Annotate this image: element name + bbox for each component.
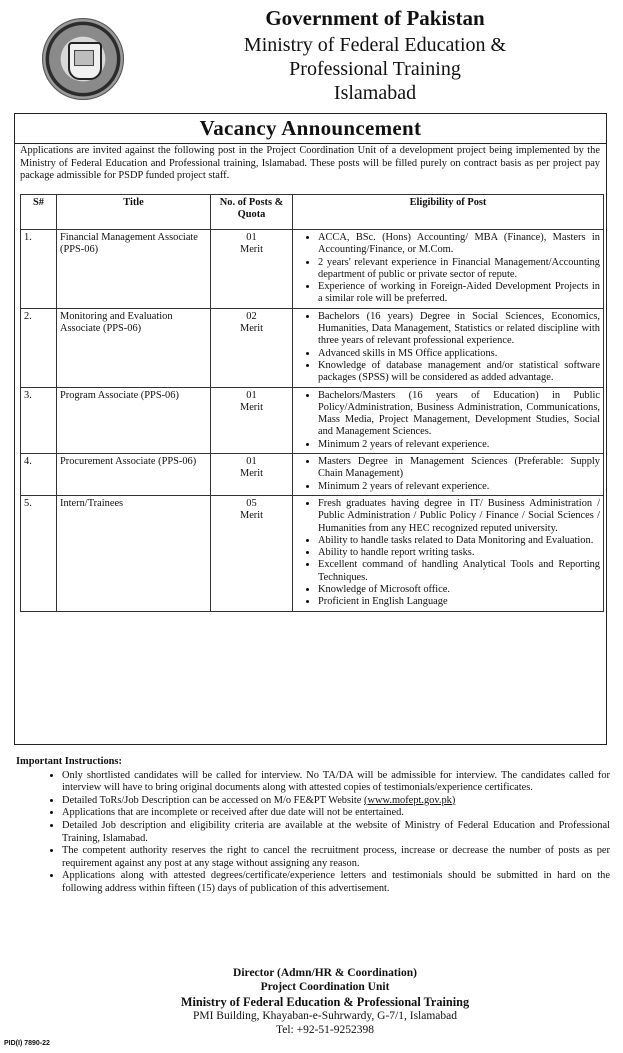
row-serial: 3. (21, 387, 57, 453)
instruction-item: • Applications that are incomplete or received after due date will not be entertained. (62, 807, 610, 820)
row-post-title: Program Associate (PPS-06) (57, 387, 211, 453)
pid-number: PID(I) 7890-22 (4, 1040, 50, 1047)
row-post-title: Intern/Trainees (57, 495, 211, 611)
intro-paragraph: Applications are invited against the following post in the Project Coordination Unit of a development project being implemented by the Ministry of Federal Education and Professional training, Islamabad. These posts will be filled purely on contract basis as per project pay package admissible for PSDP funded project staff. (20, 145, 600, 182)
row-serial: 5. (21, 495, 57, 611)
footer-unit: Project Coordination Unit (260, 981, 390, 994)
eligibility-item: • Fresh graduates having degree in IT/ Business Administration / Public Administration / Public Policy / Finance / Social Sciences / Humanities from any HEC recognized reputed university. (318, 498, 600, 535)
eligibility-list (296, 498, 600, 609)
row-eligibility (293, 308, 604, 387)
row-post-title: Monitoring and Evaluation Associate (PPS-06) (57, 308, 211, 387)
footer-director: Director (Admn/HR & Coordination) (233, 967, 417, 979)
eligibility-list (296, 232, 600, 306)
eligibility-item: • Ability to handle tasks related to Data Monitoring and Evaluation. (318, 535, 600, 547)
instruction-item: • The competent authority reserves the right to cancel the recruitment process, increase or decrease the number of posts as per requirement against any post at any stage without assigning any reason. (62, 845, 610, 870)
eligibility-item: • Masters Degree in Management Sciences (Preferable: Supply Chain Management) (318, 456, 600, 481)
table-row (21, 230, 604, 309)
posts-quota: Merit (239, 401, 264, 413)
eligibility-item: • Bachelors/Masters (16 years of Education) in Public Policy/Administration, Business Administration, Communications, Mass Media, Project Management, Development Studies, Social and Management Sciences. (318, 390, 600, 439)
eligibility-item: • Experience of working in Foreign-Aided Development Projects in a similar role will be preferred. (318, 281, 600, 306)
row-serial: 2. (21, 308, 57, 387)
header-government: Government of Pakistan (265, 6, 485, 30)
header-city: Islamabad (333, 82, 417, 104)
government-seal-icon (42, 18, 124, 100)
posts-quota: Merit (239, 244, 264, 256)
eligibility-item: • Bachelors (16 years) Degree in Social Sciences, Economics, Humanities, Data Management, Statistics or related discipline with three years of relevant professional experience. (318, 311, 600, 348)
vacancy-title: Vacancy Announcement (199, 116, 422, 140)
eligibility-item: • Excellent command of handling Analytical Tools and Reporting Techniques. (318, 559, 600, 584)
vacancy-table (20, 194, 604, 612)
eligibility-item: • 2 years' relevant experience in Financial Management/Accounting department of public or private sector of repute. (318, 257, 600, 282)
instruction-item: • Detailed Job description and eligibility criteria are available at the website of Ministry of Federal Education and Professional Training, Islamabad. (62, 820, 610, 845)
row-posts-quota (211, 495, 293, 611)
posts-count: 01 (246, 389, 257, 401)
instruction-item: • Only shortlisted candidates will be called for interview. No TA/DA will be admissible for interview. The candidates called for interview will have to bring original documents along with attested copies of testimonials/experience certificates. (62, 770, 610, 795)
eligibility-item: • ACCA, BSc. (Hons) Accounting/ MBA (Finance), Masters in Accounting/Finance, or M.Com. (318, 232, 600, 257)
header-ministry: Ministry of Federal Education & (243, 34, 507, 56)
eligibility-item: • Minimum 2 years of relevant experience. (318, 439, 600, 451)
posts-count: 02 (246, 310, 257, 322)
posts-quota: Merit (239, 468, 264, 480)
table-row (21, 308, 604, 387)
row-post-title: Financial Management Associate (PPS-06) (57, 230, 211, 309)
eligibility-list (296, 311, 600, 385)
eligibility-list (296, 456, 600, 493)
col-header-sn: S# (21, 195, 57, 230)
eligibility-item: • Knowledge of database management and/or statistical software packages (SPSS) will be considered as added advantage. (318, 360, 600, 385)
header (0, 0, 623, 110)
eligibility-item: • Proficient in English Language (318, 596, 600, 608)
posts-count: 01 (246, 456, 257, 468)
instructions (16, 756, 610, 896)
row-posts-quota (211, 387, 293, 453)
row-posts-quota (211, 454, 293, 496)
posts-count: 01 (246, 232, 257, 243)
row-eligibility (293, 454, 604, 496)
row-posts-quota (211, 230, 293, 309)
col-header-posts: No. of Posts & Quota (211, 195, 293, 230)
footer-ministry: Ministry of Federal Education & Professional Training (180, 994, 470, 1009)
tor-text: Detailed ToRs/Job Description can be accessed on M/o FE&PT Website (62, 794, 362, 806)
eligibility-item: • Knowledge of Microsoft office. (318, 584, 600, 596)
title-divider (15, 143, 606, 144)
instructions-heading: Important Instructions: (16, 756, 122, 767)
table-row (21, 387, 604, 453)
row-post-title: Procurement Associate (PPS-06) (57, 454, 211, 496)
row-eligibility (293, 230, 604, 309)
table-header-row (21, 195, 604, 230)
eligibility-list (296, 390, 600, 451)
contact-footer (100, 966, 550, 1037)
instruction-item: • Applications along with attested degrees/certificate/experience letters and testimonials should be submitted in hard on the following address within fifteen (15) days of publication of this advertisement. (62, 870, 610, 895)
row-serial: 1. (21, 230, 57, 309)
row-serial: 4. (21, 454, 57, 496)
website-link[interactable]: (www.mofept.gov.pk) (364, 794, 456, 806)
posts-quota: Merit (239, 510, 264, 522)
posts-quota: Merit (239, 323, 264, 335)
header-ministry-cont: Professional Training (289, 58, 461, 80)
eligibility-item: • Ability to handle report writing tasks. (318, 547, 600, 559)
table-row (21, 495, 604, 611)
instructions-list (16, 770, 610, 896)
vacancy-box (14, 113, 607, 745)
row-eligibility (293, 495, 604, 611)
row-eligibility (293, 387, 604, 453)
instruction-item-website (62, 795, 610, 808)
eligibility-item: • Advanced skills in MS Office applications. (318, 348, 600, 360)
table-row (21, 454, 604, 496)
eligibility-item: • Minimum 2 years of relevant experience. (318, 481, 600, 493)
footer-address: PMI Building, Khayaban-e-Suhrwardy, G-7/1, Islamabad (192, 1009, 458, 1022)
col-header-title: Title (57, 195, 211, 230)
footer-phone: Tel: +92-51-9252398 (276, 1024, 374, 1037)
posts-count: 05 (246, 497, 257, 509)
row-posts-quota (211, 308, 293, 387)
col-header-eligibility: Eligibility of Post (293, 195, 604, 230)
